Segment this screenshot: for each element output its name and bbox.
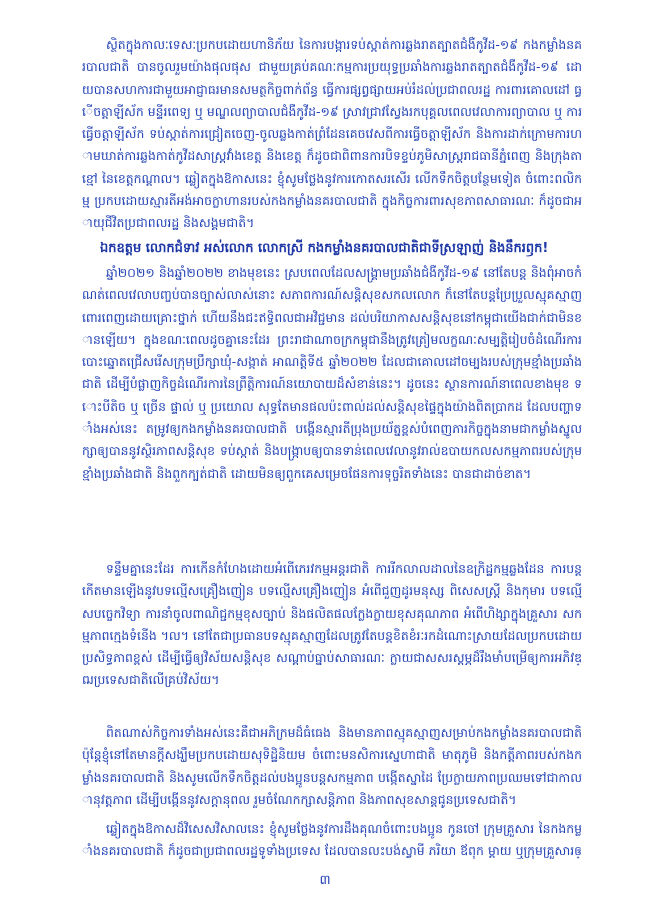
paragraph-4: ពិតណាស់កិច្ចការទាំងអស់នេះគឺជាអភិក្រមដ៏ធំធេង និងមានភាពស្មុគស្មាញសម្រាប់កងកម្លាំងនគរបាលជាតិ ប៉ុន្តែខ្ញុំនៅតែមានក្តីសង្ឃឹមប្រកបដោយសុទិដ្ឋិនិយម ចំពោះមនសិការស្នេហាជាតិ មាតុភូមិ និងកត្តីភាពរបស់កងកម្លាំងនគរបាលជាតិ និងសូមលើកទឹកចិត្តដល់បងប្អូនបន្តសកម្មភាព បង្កើតស្នាដៃ ប្រែក្លាយភាពប្រឈមទៅជាកាលានុវត្តភាព ដើម្បីបង្កើននូវសក្តានុពល រួមចំណែកក្សាសន្តិភាព និងភាពសុខសាន្តជូនប្រទេសជាតិ។	[82, 725, 582, 807]
paragraph-3: ទន្ទឹមគ្នានេះដែរ ការកើនកំហែងដោយអំពើភេរវកម្មអន្តរជាតិ ការរីកលាលដាលនៃឧក្រិដ្ឋកម្មឆ្លងដែន ការបន្តកើតមានឡើងនូវបទល្មើសគ្រឿងញៀន បទល្មើសគ្រឿងញៀន អំពើជួញដូរមនុស្ស ពិសេសស្ត្រី និងកុមារ បទល្មើសបច្ចេកវិទ្យា ការនាំចូលពាណិជ្ជកម្មខុសច្បាប់ និងផលិតផលក្លែងក្លាយខុសគុណភាព អំពើហិង្សាក្នុងគ្រួសារ សកម្មភាពក្មេងទំនើង ។ល។ នៅតែជាប្រធានបទស្មុគស្មាញដែលត្រូវតែបន្តខិតខំរៈរកដំណោះស្រាយដែលប្រកបដោយប្រសិទ្ធភាពខ្ពស់ ដើម្បីធ្វើឲ្យវិស័យសន្តិសុខ សណ្តាប់ធ្នាប់សាធារណៈ ក្លាយជាសសរស្តម្ភដ៏រឹងមាំបម្រើឲ្យការអភិវឌ្ឍប្រទេសជាតិលើគ្រប់វិស័យ។	[82, 561, 582, 688]
paragraph-5: ឆ្លៀតក្នុងឱកាសដ៏វិសេសវិសាលនេះ ខ្ញុំសូមថ្លែងនូវការដឹងគុណចំពោះបងប្អូន កូនចៅ ក្រុមគ្រួសារ នៃកងកម្លាំងនគរបាលជាតិ ក៏ដូចជាប្រជាពលរដ្ឋទូទាំងប្រទេស ដែលបានលះបង់ស្វាមី ភរិយា ឪពុក ម្តាយ ឬក្រុមគ្រួសារឲ្	[82, 821, 582, 859]
paragraph-2: ឆ្នាំ២០២១ និងឆ្នាំ២០២២ ខាងមុខនេះ ស្របពេលដែលសង្គ្រាមប្រឆាំងជំងឺកូវីដ-១៩ នៅតែបន្ត និងពុំអាចកំណត់ពេលវេលាបញ្ចប់បានច្បាស់លាស់នោះ សភាពការណ៍សន្តិសុខសកលលោក ក៏នៅតែបន្តប្រែប្រួលស្មុគស្មាញពោរពេញដោយគ្រោះថ្នាក់ ហើយនឹងជះឥទ្ធិពលជាអវិជ្ជមាន ដល់បរិយាកាសសន្តិសុខនៅកម្ពុជាយើងជាក់ជាមិនខានឡើយ។ ក្នុងខណៈពេលដូចគ្នានេះដែរ ព្រះរាជាណាចក្រកម្ពុជានឹងត្រូវត្រៀមលក្ខណៈសម្បត្តិរៀបចំដំណើរការបោះឆ្នោតជ្រើសរើសក្រុមប្រឹក្សាឃុំ-សង្កាត់ អាណត្តិទី៥ ឆ្នាំ២០២២ ដែលជាគោលដៅចម្បងរបស់ក្រុមខ្មាំងប្រឆាំងជាតិ ដើម្បីបំផ្លាញកិច្ចដំណើរការនៃព្រឹត្តិការណ៍នយោបាយដ៏សំខាន់នេះ។ ដូចនេះ ស្ថានការណ៍នាពេលខាងមុខ ទោះបីតិច ឬ ច្រើន ផ្ទាល់ ឬ ប្រយោល សុទ្ធតែមានផលប៉ះពាល់ដល់សន្តិសុខផ្ទៃក្នុងយ៉ាងពិតប្រាកដ ដែលបញ្ហាទាំងអស់នេះ តម្រូវឲ្យកងកម្លាំងនគរបាលជាតិ បង្កើនស្មារតីប្រុងប្រយ័ត្នខ្ពស់បំពេញភារកិច្ចក្នុងនាមជាកម្លាំងស្នូល ក្សាឲ្យបាននូវស្ថិរភាពសន្តិសុខ ទប់ស្កាត់ និងបង្ក្រាបឲ្យបានទាន់ពេលវេលានូវរាល់ឧបាយកលសកម្មភាពរបស់ក្រុមខ្មាំងប្រឆាំងជាតិ និងពួកក្បត់ជាតិ ដោយមិនឲ្យពួកគេសម្រេចផែនការទុច្ចរិតទាំងនេះ បានជាដាច់ខាត។	[82, 265, 582, 481]
section-heading: ឯកឧត្តម លោកជំទាវ អស់លោក លោកស្រី កងកម្លាំងនគរបាលជាតិជាទីស្រឡាញ់ និងនឹករឭក!	[100, 241, 549, 256]
page-number: ៣	[319, 873, 331, 888]
paragraph-1: ស្ថិតក្នុងកាលៈទេសៈប្រកបដោយហានិភ័យ នៃការបង្ការទប់ស្កាត់ការឆ្លងរាតត្បាតជំងឺកូវីដ-១៩ កងកម្លាំងនគរបាលជាតិ បានចូលរួមយ៉ាងផុលផុស ជាមួយគ្រប់គណៈកម្មការប្រយុទ្ធប្រឆាំងការឆ្លងរាតត្បាតជំងឺកូវីដ-១៩ ដោយបានសហការជាមួយអាជ្ញាធរមានសមត្ថកិច្ចពាក់ព័ន្ធ ធ្វើការផ្សព្វផ្សាយអប់រំដល់ប្រជាពលរដ្ឋ ការពារគោលដៅ ធ្វើចត្តាឡីស័ក មន្ទីរពេទ្យ ឬ មណ្ឌលព្យាបាលជំងឺកូវីដ-១៩ ស្រាវជ្រាវស្វែងរកបុគ្គលពេលវេលាការព្យាបាល ឬ ការធ្វើចត្តាឡីស័ក ទប់ស្កាត់ការជ្រៀតចេញ-ចូលឆ្លងកាត់ព្រំដែនគេចវេសពីការធ្វើចត្តាឡីស័ក និងការដាក់ក្រោមការហាមឃាត់ការឆ្លងកាត់កូវីដសាស្ត្រវាំងខេត្ត និងខេត្ត ក៏ដូចជាពិពានការបិទខ្ទប់ភូមិសាស្ត្ររាជធានីភ្នំពេញ និងក្រុងតាខ្មៅ នៃខេត្តកណ្តាល។ ឆ្លៀតក្នុងឱកាសនេះ ខ្ញុំសូមថ្លែងនូវការកោតសរសើរ លើកទឹកចិត្តបន្ថែមទៀត ចំពោះពលិកម្ម ប្រកបដោយស្មារតីអង់អាចក្លាហានរបស់កងកម្លាំងនគរបាលជាតិ ក្នុងកិច្ចការពារសុខភាពសាធារណៈ ក៏ដូចជាអាយុជីវិតប្រជាពលរដ្ឋ និងសង្គមជាតិ។	[82, 37, 582, 231]
